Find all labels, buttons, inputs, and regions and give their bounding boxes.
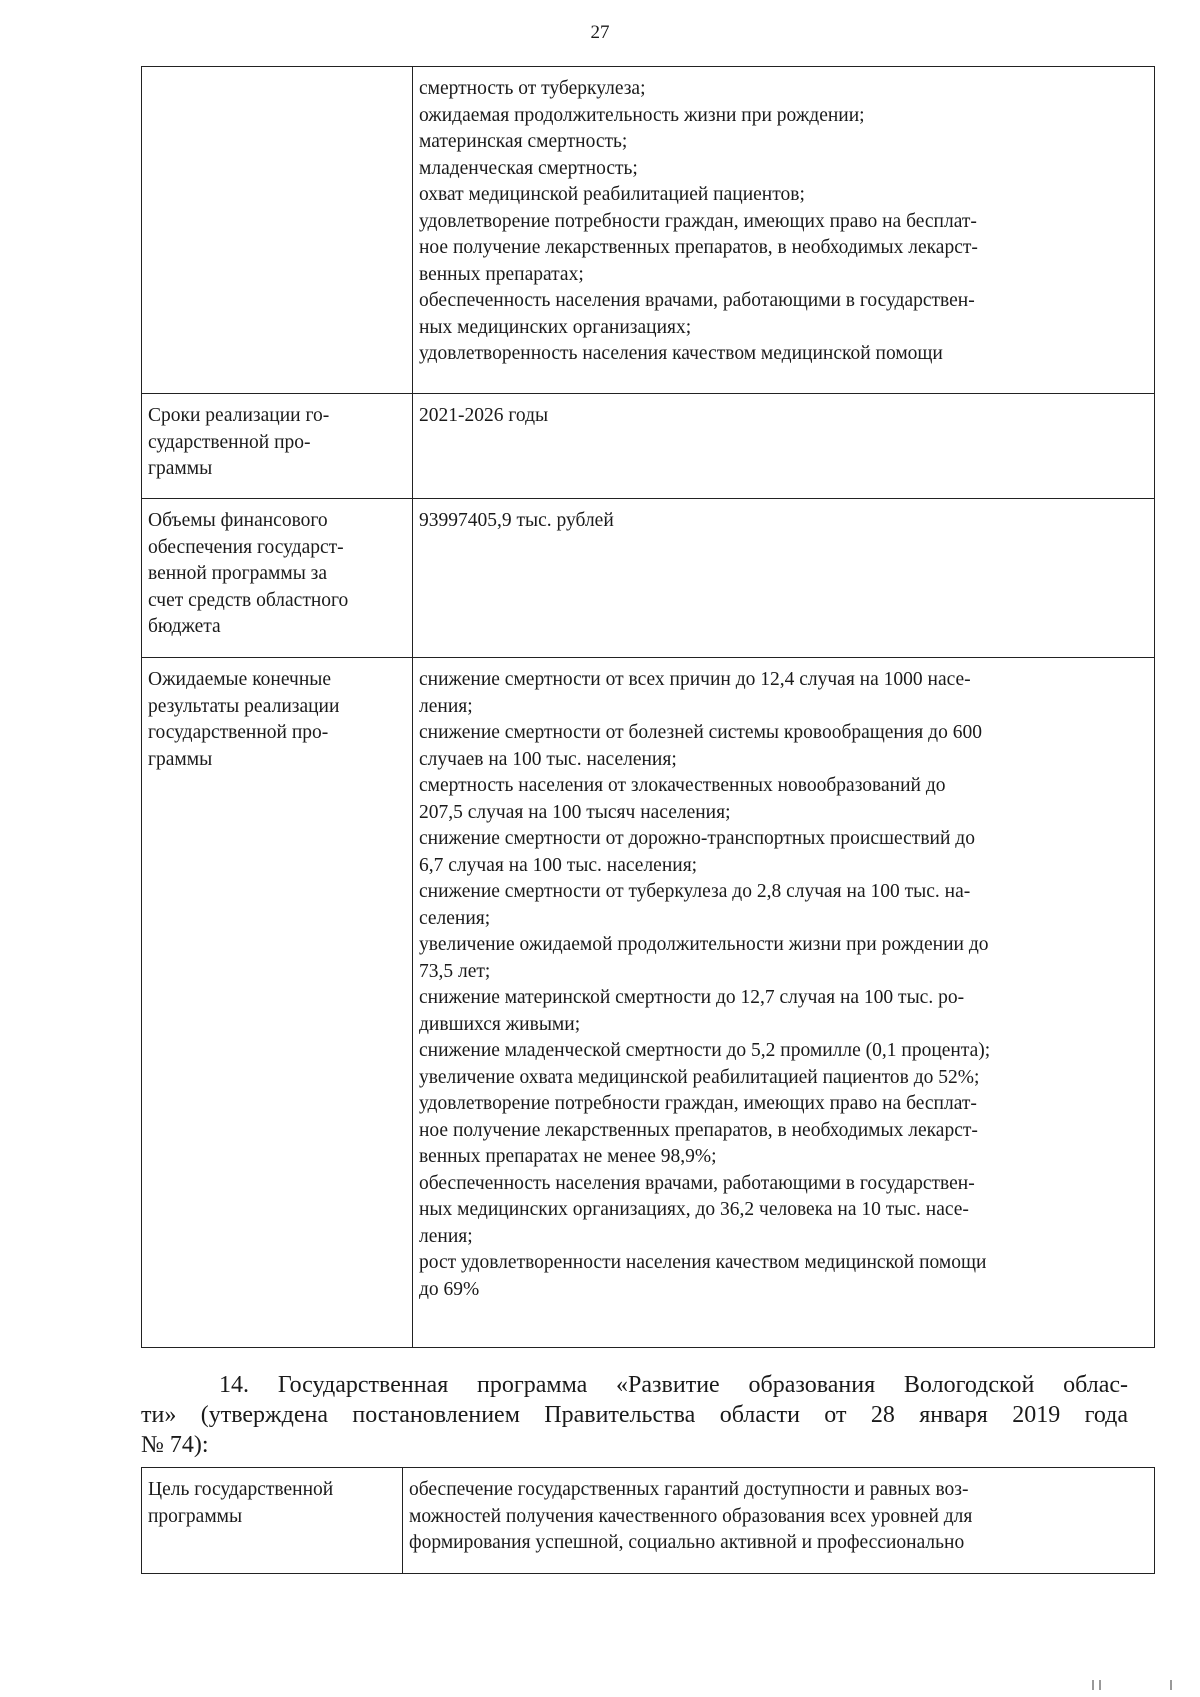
value-line: ное получение лекарственных препаратов, в необходимых лекарст- xyxy=(419,237,978,258)
label-line: результаты реализации xyxy=(148,695,340,717)
value-line: можностей получения качественного образования всех уровней для xyxy=(409,1505,973,1527)
label-line: Объемы финансового xyxy=(148,510,328,531)
value-line: селения; xyxy=(419,907,491,929)
value-line: ления; xyxy=(419,695,473,717)
value-line: удовлетворенность населения качеством медицинской помощи xyxy=(419,343,943,364)
table-row xyxy=(142,394,1155,499)
row-label xyxy=(142,499,413,658)
value-line: обеспеченность населения врачами, работающими в государствен- xyxy=(419,290,975,311)
value-line: ожидаемая продолжительность жизни при рождении; xyxy=(419,104,865,126)
value-line: венных препаратах не менее 98,9%; xyxy=(419,1146,717,1167)
value-line: дившихся живыми; xyxy=(419,1013,581,1035)
value-line: удовлетворение потребности граждан, имеющих право на бесплат- xyxy=(419,1093,977,1114)
value-line: ления; xyxy=(419,1225,473,1247)
value-line: случаев на 100 тыс. населения; xyxy=(419,748,677,770)
value-line: формирования успешной, социально активной и профессионально xyxy=(409,1532,965,1553)
label-line: государственной про- xyxy=(148,722,329,743)
value-line: увеличение ожидаемой продолжительности жизни при рождении до xyxy=(419,934,989,955)
program-passport-table xyxy=(141,66,1155,1348)
label-line: Цель государственной xyxy=(148,1479,334,1500)
value-line: снижение смертности от туберкулеза до 2,8 случая на 100 тыс. на- xyxy=(419,881,971,902)
value-line: до 69% xyxy=(419,1278,480,1300)
value-line: ных медицинских организациях; xyxy=(419,316,692,338)
value-line: 73,5 лет; xyxy=(419,960,491,982)
value-line: охват медицинской реабилитацией пациентов; xyxy=(419,184,805,205)
value-line: 2021-2026 годы xyxy=(419,405,549,426)
label-line: сударственной про- xyxy=(148,431,311,453)
label-line: обеспечения государст- xyxy=(148,536,344,558)
table-row xyxy=(142,499,1155,658)
label-line: программы xyxy=(148,1505,243,1527)
row-label xyxy=(142,1468,403,1574)
row-value xyxy=(413,499,1155,658)
value-line: материнская смертность; xyxy=(419,131,628,152)
row-value xyxy=(413,67,1155,394)
label-line: венной программы за xyxy=(148,563,328,584)
label-line: счет средств областного xyxy=(148,589,349,611)
label-line: Ожидаемые конечные xyxy=(148,669,332,690)
value-line: увеличение охвата медицинской реабилитацией пациентов до 52%; xyxy=(419,1066,980,1088)
row-label xyxy=(142,67,413,394)
section-line: ти» (утверждена постановлением Правительства области от 28 января 2019 года xyxy=(141,1402,1128,1428)
value-line: рост удовлетворенности населения качеством медицинской помощи xyxy=(419,1252,987,1273)
row-label xyxy=(142,394,413,499)
value-line: обеспеченность населения врачами, работающими в государствен- xyxy=(419,1172,975,1194)
value-line: 207,5 случая на 100 тысяч населения; xyxy=(419,801,731,823)
scan-artifact xyxy=(1099,1680,1101,1690)
value-line: венных препаратах; xyxy=(419,263,584,285)
scan-artifact xyxy=(1092,1680,1094,1690)
label-line: граммы xyxy=(148,748,213,770)
row-label xyxy=(142,658,413,1348)
value-line: ных медицинских организациях, до 36,2 человека на 10 тыс. насе- xyxy=(419,1199,969,1220)
label-line: граммы xyxy=(148,458,213,479)
table-row xyxy=(142,658,1155,1348)
value-line: снижение младенческой смертности до 5,2 промилле (0,1 процента); xyxy=(419,1040,991,1061)
section-14-heading xyxy=(141,1370,1128,1460)
row-value xyxy=(413,658,1155,1348)
scan-artifact xyxy=(1170,1680,1172,1690)
value-line: смертность населения от злокачественных новообразований до xyxy=(419,775,946,796)
value-line: снижение смертности от всех причин до 12,4 случая на 1000 насе- xyxy=(419,669,971,690)
value-line: 6,7 случая на 100 тыс. населения; xyxy=(419,854,698,876)
program-goal-table xyxy=(141,1467,1155,1574)
table-row xyxy=(142,67,1155,394)
page-number: 27 xyxy=(590,22,610,43)
label-line: Сроки реализации го- xyxy=(148,405,330,426)
value-line: обеспечение государственных гарантий доступности и равных воз- xyxy=(409,1479,969,1500)
value-line: ное получение лекарственных препаратов, в необходимых лекарст- xyxy=(419,1119,978,1141)
section-line: № 74): xyxy=(141,1432,209,1458)
row-value xyxy=(403,1468,1155,1574)
value-line: снижение смертности от болезней системы кровообращения до 600 xyxy=(419,722,982,743)
value-line: удовлетворение потребности граждан, имеющих право на бесплат- xyxy=(419,210,977,232)
value-line: снижение смертности от дорожно-транспортных происшествий до xyxy=(419,828,975,849)
label-line: бюджета xyxy=(148,616,221,637)
value-line: снижение материнской смертности до 12,7 случая на 100 тыс. ро- xyxy=(419,987,965,1008)
row-value xyxy=(413,394,1155,499)
value-line: 93997405,9 тыс. рублей xyxy=(419,510,614,531)
section-line: 14. Государственная программа «Развитие образования Вологодской облас- xyxy=(219,1372,1128,1398)
value-line: младенческая смертность; xyxy=(419,157,638,179)
table-row xyxy=(142,1468,1155,1574)
value-line: смертность от туберкулеза; xyxy=(419,78,646,99)
